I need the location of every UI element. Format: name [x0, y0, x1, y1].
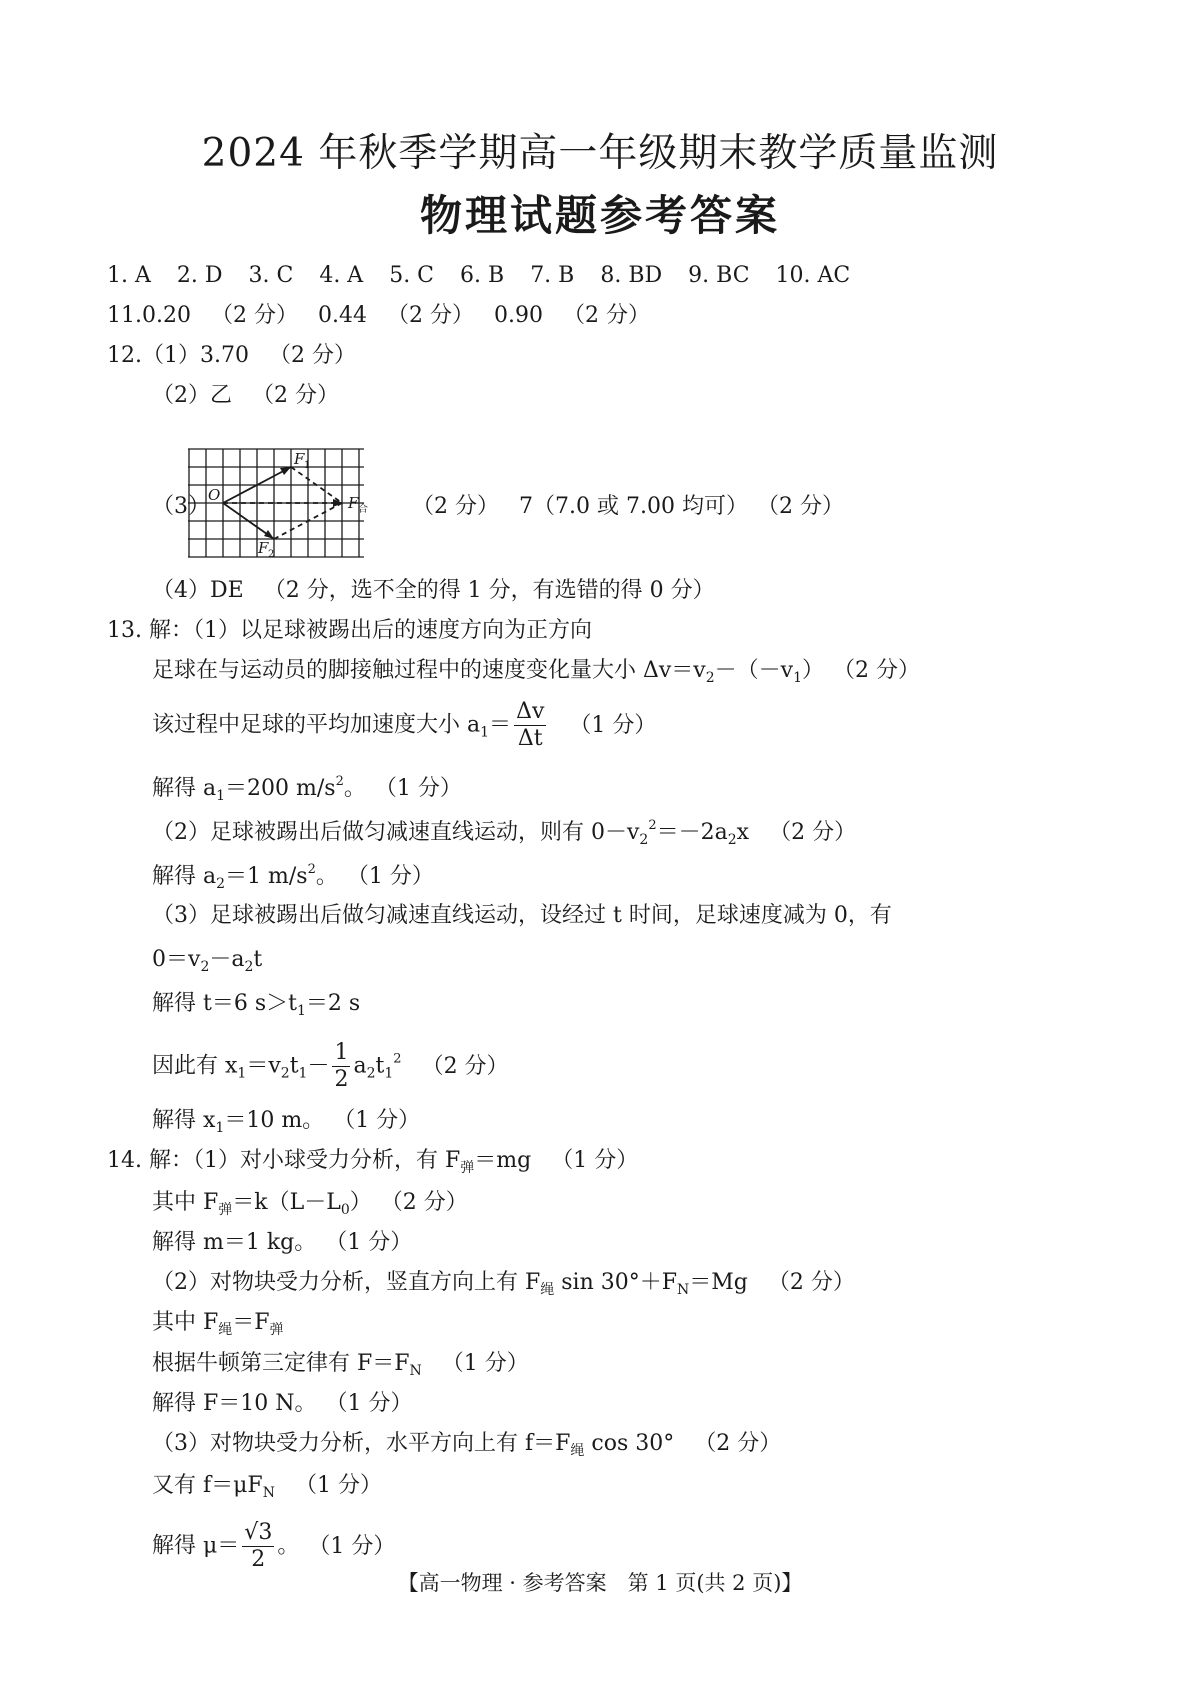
- force-diagram: [188, 448, 408, 560]
- q12-line-3-prefix: （3）: [152, 494, 210, 519]
- mc-answer: 3. C: [248, 263, 294, 288]
- score: （2 分）: [562, 303, 650, 328]
- q13-line-10: 因此有 $x_1=v_2t_1-$ $\frac{1}{2}$ $a_2t_1^2$ （2 分）: [152, 1040, 509, 1092]
- q14-line-9: 又有 $f=\mu F_N$ （1 分）: [152, 1473, 382, 1501]
- mc-answer: 1. A: [107, 263, 151, 288]
- q11-line: [107, 302, 650, 330]
- q12-line-3-answer: （2 分） 7（7.0 或 7.00 均可） （2 分）: [412, 494, 844, 519]
- mc-answer: 6. B: [460, 263, 505, 288]
- score: （2 分）: [386, 303, 474, 328]
- q13-line-2: 足球在与运动员的脚接触过程中的速度变化量大小 $\Delta v=v_2-(-v_1)$ （2 分）: [152, 658, 921, 686]
- q13-line-1: 13. 解：（1）以足球被踢出后的速度方向为正方向: [107, 618, 592, 643]
- q11-value-b: 0.44: [317, 303, 367, 328]
- fraction: $\frac{\Delta v}{\Delta t}$: [516, 699, 545, 751]
- q13-line-11: 解得 $x_1=10$ m。 （1 分）: [152, 1108, 421, 1136]
- q14-line-1: 14. 解：（1）对小球受力分析，有 $F_弹=mg$ （1 分）: [107, 1148, 639, 1176]
- q11-value-c: 0.90: [493, 303, 543, 328]
- q14-line-2: 其中 $F_弹=k(L-L_0)$ （2 分）: [152, 1190, 468, 1218]
- q14-line-3: 解得 m＝1 kg。 （1 分）: [152, 1230, 413, 1255]
- q12-line-1: 12.（1）3.70 （2 分）: [107, 343, 356, 368]
- mc-answer: 7. B: [530, 263, 575, 288]
- q13-line-4: 解得 $a_1=200$ $m/s^2$。 （1 分）: [152, 774, 462, 804]
- mc-answer: 2. D: [176, 263, 223, 288]
- origin-label: O: [208, 486, 221, 504]
- arrowhead-f2: [264, 530, 274, 539]
- force-grid-svg: [188, 448, 408, 560]
- f2-subscript: 2: [268, 549, 275, 560]
- q14-line-8: （3）对物块受力分析，水平方向上有 $f=F_绳$ cos 30° （2 分）: [152, 1431, 782, 1459]
- f1-subscript: 1: [304, 460, 311, 471]
- f2-label: F: [258, 539, 269, 557]
- q14-line-6: 根据牛顿第三定律有 $F=F_N$ （1 分）: [152, 1351, 529, 1379]
- q14-line-5: 其中 $F_绳=F_弹$: [152, 1310, 284, 1338]
- q12-line-2: （2）乙 （2 分）: [152, 383, 339, 408]
- q13-line-8: $0=v_2-a_2t$: [152, 947, 263, 975]
- q11-value-a: 0.20: [142, 303, 191, 328]
- q11-label: 11.: [107, 303, 142, 328]
- mc-answers: [107, 262, 876, 290]
- q13-line-3: 该过程中足球的平均加速度大小 $a_1=$ $\frac{\Delta v}{\Delta t}$ （1 分）: [152, 699, 657, 751]
- q14-line-7: 解得 F＝10 N。 （1 分）: [152, 1391, 413, 1416]
- mc-answer: 4. A: [319, 263, 364, 288]
- fraction: $\frac{1}{2}$: [334, 1040, 349, 1092]
- q13-line-7: （3）足球被踢出后做匀减速直线运动，设经过 t 时间，足球速度减为 0，有: [152, 903, 892, 928]
- page-footer: 【高一物理 · 参考答案 第 1 页(共 2 页)】: [397, 1571, 803, 1595]
- q12-line-4: （4）DE （2 分，选不全的得 1 分，有选错的得 0 分）: [152, 578, 715, 603]
- fraction: $\frac{√3}{2}$: [244, 1520, 273, 1572]
- mc-answer: 9. BC: [688, 263, 750, 288]
- mc-answer: 10. AC: [775, 263, 851, 288]
- q13-line-9: 解得 t＝6 $s>t_1=2$ s: [152, 991, 361, 1019]
- title-line-2: 物理试题参考答案: [419, 191, 780, 240]
- score: （2 分）: [210, 303, 298, 328]
- f1-label: F: [294, 450, 305, 468]
- mc-answer: 8. BD: [600, 263, 663, 288]
- q14-line-10: 解得 μ＝ $\frac{√3}{2}$ 。 （1 分）: [152, 1520, 396, 1572]
- q14-line-4: （2）对物块受力分析，竖直方向上有 $F_绳$ $\sin 30^\circ+F_N=Mg$ （2 分）: [152, 1270, 855, 1298]
- title-line-1: 2024 年秋季学期高一年级期末教学质量监测: [201, 131, 999, 176]
- resultant-label: F: [348, 494, 359, 512]
- q13-line-6: 解得 $a_2=1$ $m/s^2$。 （1 分）: [152, 862, 434, 892]
- mc-answer: 5. C: [389, 263, 435, 288]
- resultant-subscript: 合: [358, 504, 368, 515]
- q13-line-5: （2）足球被踢出后做匀减速直线运动，则有 $0-v_2^2=-2a_2x$ （2 分）: [152, 818, 857, 848]
